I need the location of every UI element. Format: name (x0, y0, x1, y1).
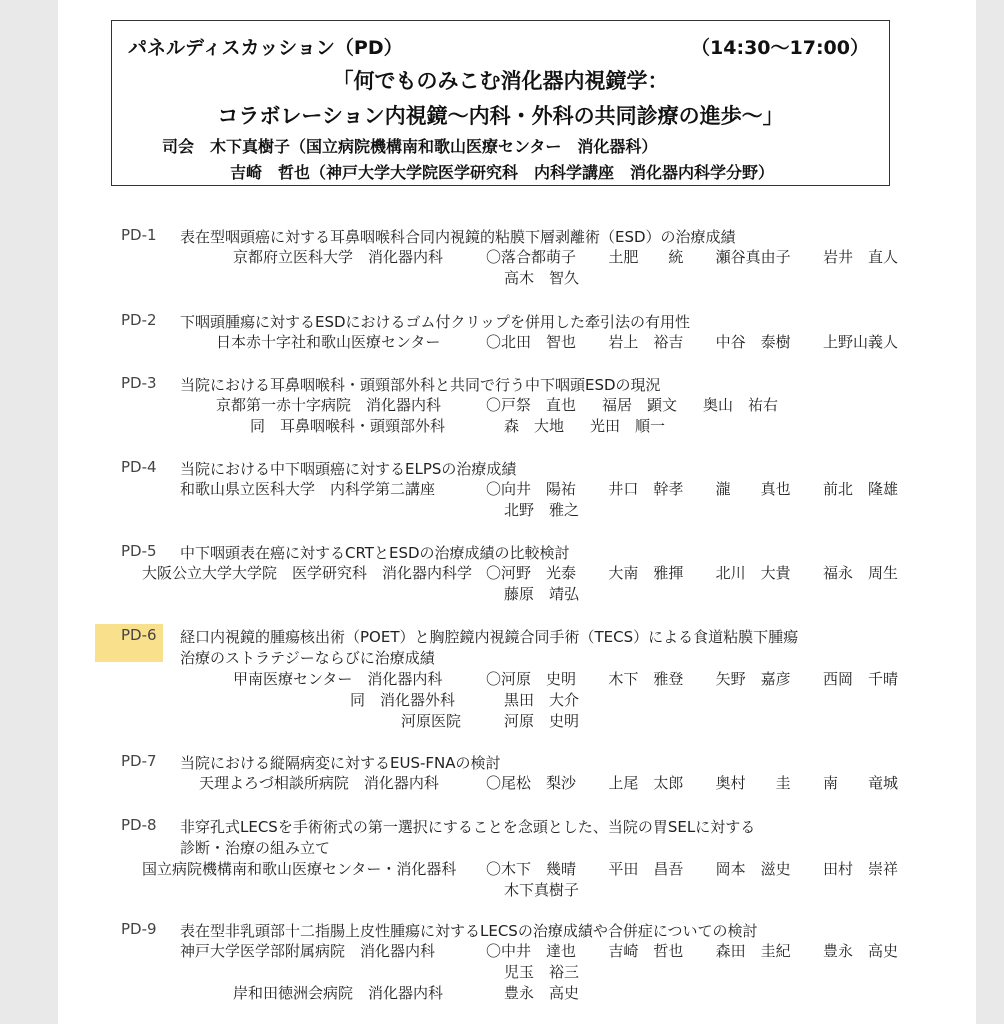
author: 瀬谷真由子 (715, 248, 791, 266)
author: 森田 圭紀 (715, 942, 791, 960)
session-time: （14:30〜17:00） (691, 37, 869, 59)
entry-authors (486, 858, 898, 879)
author: 矢野 嘉彦 (715, 670, 791, 688)
author: 岡本 滋史 (715, 860, 791, 878)
author: 児玉 裕三 (504, 963, 580, 981)
author: 西岡 千晴 (822, 670, 898, 688)
entry-title: 当院における縦隔病変に対するEUS-FNAの検討 (180, 754, 501, 772)
moderator-2: 吉崎 哲也（神戸大学大学院医学研究科 内科学講座 消化器内科学分野） (230, 163, 775, 182)
entry-affiliation-2: 同 耳鼻咽喉科・頭頸部外科 (250, 417, 446, 435)
author: 黒田 大介 (504, 691, 580, 709)
entry-title-cont: 治療のストラテジーならびに治療成績 (180, 649, 435, 667)
moderator-1: 司会 木下真樹子（国立病院機構南和歌山医療センター 消化器科） (162, 137, 658, 156)
entry-title: 経口内視鏡的腫瘍核出術（POET）と胸腔鏡内視鏡合同手術（TECS）による食道粘膜下腫瘍 (180, 628, 799, 646)
author: 〇河野 光泰 (486, 564, 577, 582)
entry-affiliation: 国立病院機構南和歌山医療センター・消化器科 (142, 860, 457, 878)
entry-authors-cont (504, 583, 916, 604)
entry-code-highlighted: PD-6 (95, 624, 163, 662)
author: 〇河原 史明 (486, 670, 577, 688)
entry-title: 非穿孔式LECSを手術術式の第一選択にすることを念頭とした、当院の胃SELに対する (180, 818, 756, 836)
author: 木下 雅登 (608, 670, 684, 688)
author: 豊永 高史 (504, 984, 580, 1002)
author: 藤原 靖弘 (504, 585, 580, 603)
entry-code: PD-4 (121, 458, 157, 476)
session-header-box (111, 20, 890, 186)
author: 北野 雅之 (504, 501, 580, 519)
author: 〇木下 幾晴 (486, 860, 577, 878)
entry-code: PD-2 (121, 311, 157, 329)
entry-code: PD-8 (121, 816, 157, 834)
author: 井口 幹孝 (608, 480, 684, 498)
author: 〇戸祭 直也 (486, 396, 577, 414)
author: 〇落合都萌子 (486, 248, 577, 266)
author: 瀧 真也 (715, 480, 791, 498)
entry-affiliation: 天理よろづ相談所病院 消化器内科 (199, 774, 439, 792)
author: 岩井 直人 (822, 248, 898, 266)
author: 奥山 祐右 (703, 396, 779, 414)
author: 福永 周生 (822, 564, 898, 582)
entry-code: PD-3 (121, 374, 157, 392)
author: 岩上 裕吉 (608, 333, 684, 351)
entry-affiliation: 和歌山県立医科大学 内科学第二講座 (180, 480, 436, 498)
entry-authors (486, 668, 898, 689)
session-title-line2: コラボレーション内視鏡〜内科・外科の共同診療の進歩〜」 (217, 104, 784, 128)
author: 上野山義人 (822, 333, 898, 351)
author: 福居 顕文 (602, 396, 678, 414)
entry-authors-3 (504, 982, 916, 1003)
document-page (58, 0, 976, 1024)
entry-affiliation: 日本赤十字社和歌山医療センター (216, 333, 441, 351)
entry-affiliation: 甲南医療センター 消化器内科 (233, 670, 443, 688)
author: 田村 崇祥 (822, 860, 898, 878)
author: 前北 隆雄 (822, 480, 898, 498)
session-name: パネルディスカッション（PD） (128, 37, 403, 59)
entry-affiliation-3: 岸和田徳洲会病院 消化器内科 (233, 984, 444, 1002)
author: 上尾 太郎 (608, 774, 684, 792)
entry-affiliation-3: 河原医院 (401, 712, 462, 730)
author: 北川 大貴 (715, 564, 791, 582)
author: 土肥 統 (608, 248, 684, 266)
entry-title: 当院における耳鼻咽喉科・頭頸部外科と共同で行う中下咽頭ESDの現況 (180, 376, 661, 394)
entry-title: 表在型非乳頭部十二指腸上皮性腫瘍に対するLECSの治療成績や合併症についての検討 (180, 922, 758, 940)
author: 〇尾松 梨沙 (486, 774, 577, 792)
entry-authors-cont (504, 499, 916, 520)
author: 吉崎 哲也 (608, 942, 684, 960)
author: 森 大地 (504, 417, 565, 435)
author: 〇中井 達也 (486, 942, 577, 960)
author: 木下真樹子 (504, 881, 580, 899)
entry-title-cont: 診断・治療の組み立て (180, 839, 331, 857)
entry-affiliation: 京都府立医科大学 消化器内科 (233, 248, 444, 266)
entry-affiliation: 神戸大学医学部附属病院 消化器内科 (180, 942, 436, 960)
entry-authors-cont (504, 879, 916, 900)
entry-authors (486, 478, 898, 499)
author: 〇向井 陽祐 (486, 480, 577, 498)
entry-code: PD-9 (121, 920, 157, 938)
entry-authors (486, 246, 898, 267)
entry-affiliation-2: 同 消化器外科 (350, 691, 456, 709)
entry-title: 当院における中下咽頭癌に対するELPSの治療成績 (180, 460, 517, 478)
entry-title: 下咽頭腫瘍に対するESDにおけるゴム付クリップを併用した牽引法の有用性 (180, 313, 690, 331)
author: 〇北田 智也 (486, 333, 577, 351)
entry-title: 表在型咽頭癌に対する耳鼻咽喉科合同内視鏡的粘膜下層剥離術（ESD）の治療成績 (180, 228, 736, 246)
entry-authors-cont (504, 961, 916, 982)
entry-code: PD-5 (121, 542, 157, 560)
entry-authors-2 (504, 415, 916, 436)
author: 高木 智久 (504, 269, 580, 287)
entry-authors (486, 772, 898, 793)
entry-affiliation: 大阪公立大学大学院 医学研究科 消化器内科学 (142, 564, 473, 582)
entry-authors (486, 562, 898, 583)
author: 豊永 高史 (822, 942, 898, 960)
entry-code: PD-7 (121, 752, 157, 770)
author: 奥村 圭 (715, 774, 791, 792)
author: 大南 雅揮 (608, 564, 684, 582)
session-title-line1: 「何でものみこむ消化器内視鏡学： (332, 69, 669, 93)
author: 中谷 泰樹 (715, 333, 791, 351)
author: 平田 昌吾 (608, 860, 684, 878)
entry-affiliation: 京都第一赤十字病院 消化器内科 (216, 396, 442, 414)
entry-authors-cont (504, 267, 916, 288)
author: 南 竜城 (822, 774, 898, 792)
author: 光田 順一 (590, 417, 666, 435)
entry-code: PD-1 (121, 226, 157, 244)
entry-authors-3 (504, 710, 916, 731)
entry-authors-2 (504, 689, 916, 710)
author: 河原 史明 (504, 712, 580, 730)
entry-authors (486, 331, 898, 352)
entry-authors (486, 940, 898, 961)
entry-authors (486, 394, 898, 415)
entry-title: 中下咽頭表在癌に対するCRTとESDの治療成績の比較検討 (180, 544, 570, 562)
